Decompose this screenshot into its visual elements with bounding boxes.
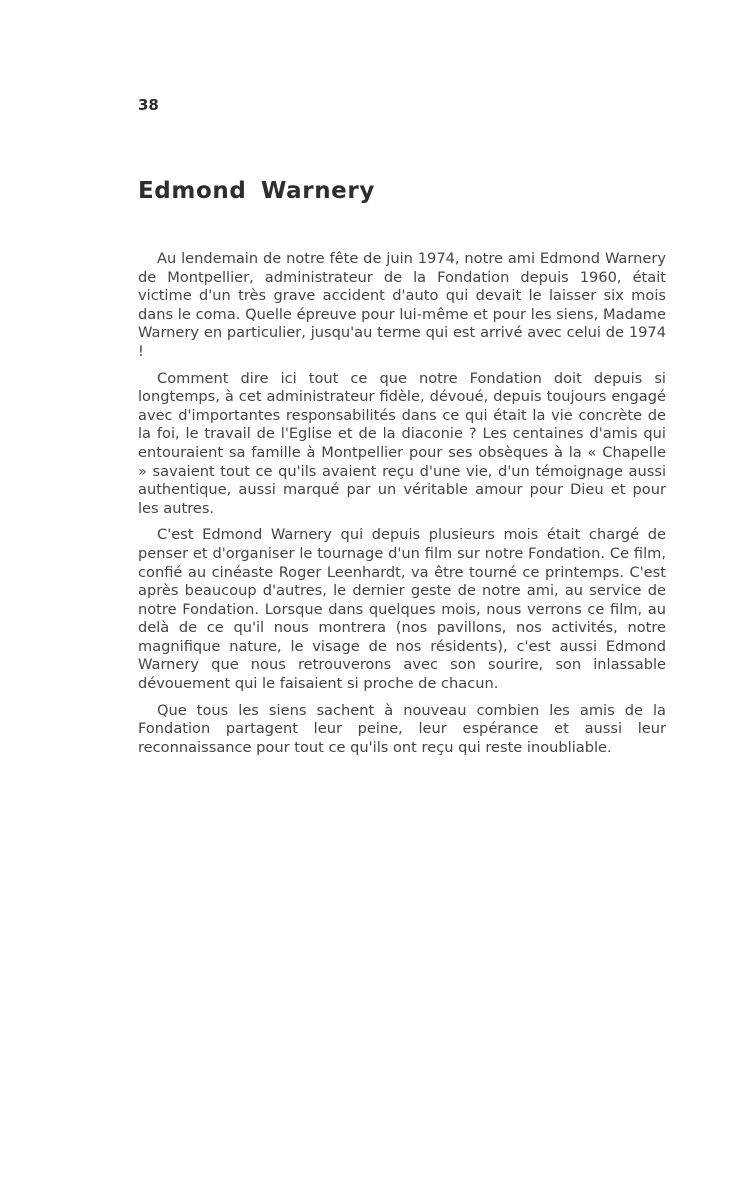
article-body [138,250,666,765]
article-paragraph-4: Que tous les siens sachent à nouveau combien les amis de la Fondation partagent leur peine, leur espérance et aussi leur reconnaissance pour tout ce qu'ils ont reçu qui reste inoubliable. [138,701,666,756]
article-paragraph-3: C'est Edmond Warnery qui depuis plusieurs mois était chargé de penser et d'organiser le tournage d'un film sur notre Fondation. Ce film, confié au cinéaste Roger Leenhardt, va être tourné ce printemps. C'est après beaucoup d'autres, le dernier geste de notre ami, au service de notre Fondation. Lorsque dans quelques mois, nous verrons ce film, au delà de ce qu'il nous montrera (nos pavillons, nos activités, notre magnifique nature, le visage de nos résidents), c'est aussi Edmond Warnery que nous retrouverons avec son sourire, son inlassable dévouement qui le faisaient si proche de chacun. [138,526,666,693]
article-paragraph-2: Comment dire ici tout ce que notre Fondation doit depuis si longtemps, à cet administrateur fidèle, dévoué, depuis toujours engagé avec d'importantes responsabilités dans ce qui était la vie concrète de la foi, le travail de l'Eglise et de la diaconie ? Les centaines d'amis qui entouraient sa famille à Montpellier pour ses obsèques à la « Chapelle » savaient tout ce qu'ils avaient reçu d'une vie, d'un témoignage aussi authentique, aussi marqué par un véritable amour pour Dieu et pour les autres. [138,369,666,517]
page-number: 38 [138,96,159,114]
article-paragraph-1: Au lendemain de notre fête de juin 1974, notre ami Edmond Warnery de Montpellier, administrateur de la Fondation depuis 1960, était victime d'un très grave accident d'auto qui devait le laisser six mois dans le coma. Quelle épreuve pour lui-même et pour les siens, Madame Warnery en particulier, jusqu'au terme qui est arrivé avec celui de 1974 ! [138,250,666,360]
page-title: Edmond Warnery [138,178,375,204]
